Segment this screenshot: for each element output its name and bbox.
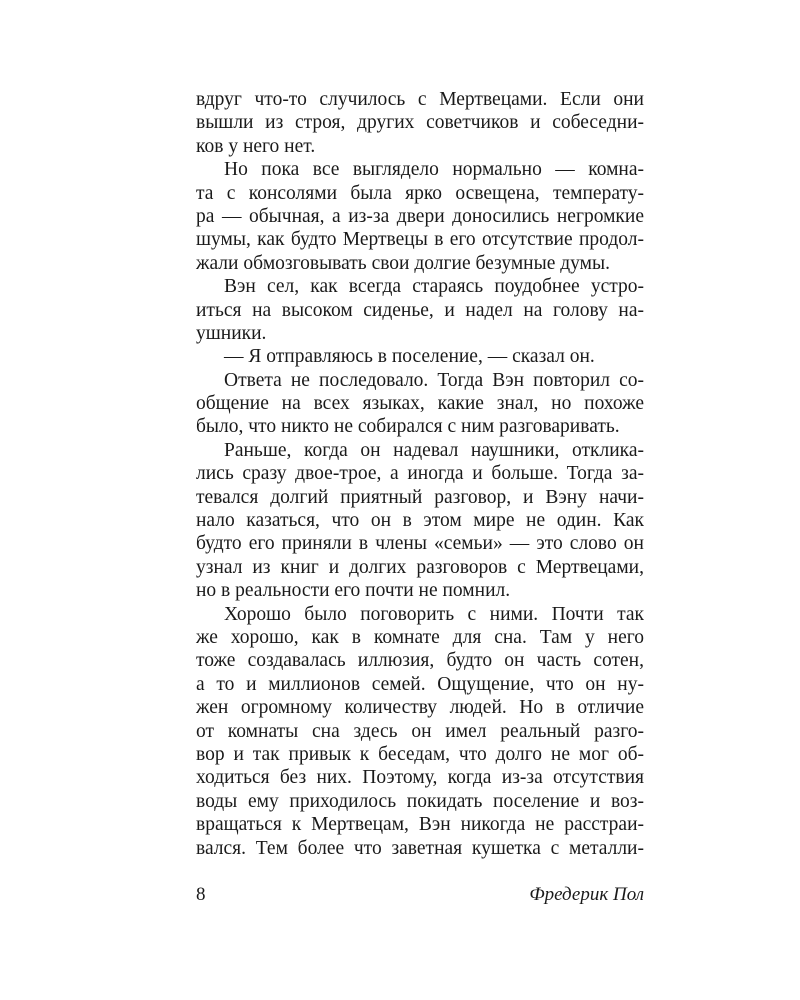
text-line: — Я отправляюсь в поселение, — сказал он. — [224, 346, 595, 368]
text-line: было, что никто не собирался с ним разговаривать. — [196, 416, 620, 438]
page-number: 8 — [196, 884, 206, 905]
body-text — [196, 88, 644, 860]
text-line: тоже создавалась иллюзия, будто он часть сотен, — [196, 650, 644, 672]
text-line: жали обмозговывать свои долгие безумные думы. — [196, 252, 610, 274]
text-line: шумы, как будто Мертвецы в его отсутствие продол- — [196, 229, 644, 251]
text-line: Вэн сел, как всегда стараясь поудобнее устро- — [224, 276, 644, 298]
text-line: от комнаты сна здесь он имел реальный разго- — [196, 720, 644, 742]
text-line: ра — обычная, а из-за двери доносились негромкие — [196, 205, 644, 227]
text-line: а то и миллионов семей. Ощущение, что он ну- — [196, 673, 644, 695]
running-author: Фредерик Пол — [529, 884, 644, 905]
text-line: та с консолями была ярко освещена, температу- — [196, 182, 644, 204]
text-line: тевался долгий приятный разговор, и Вэну начи- — [196, 486, 644, 508]
text-line: Хорошо было поговорить с ними. Почти так — [224, 603, 644, 625]
text-line: воды ему приходилось покидать поселение и воз- — [196, 790, 644, 812]
text-line: вдруг что-то случилось с Мертвецами. Если они — [196, 89, 644, 110]
page-footer — [196, 883, 644, 907]
text-line: ходиться без них. Поэтому, когда из-за отсутствия — [196, 767, 644, 789]
text-line: Ответа не последовало. Тогда Вэн повторил со- — [224, 369, 644, 391]
text-line: же хорошо, как в комнате для сна. Там у него — [196, 626, 644, 648]
text-line: лись сразу двое-трое, а иногда и больше. Тогда за- — [196, 463, 644, 485]
text-line: вращаться к Мертвецам, Вэн никогда не расстраи- — [196, 814, 644, 836]
text-line: иться на высоком сиденье, и надел на голову на- — [196, 299, 644, 321]
text-line: Но пока все выглядело нормально — комна- — [224, 159, 644, 181]
text-line: нало казаться, что он в этом мире не один. Как — [196, 510, 644, 532]
text-line: ушники. — [196, 322, 267, 344]
text-line: будто его приняли в члены «семьи» — это слово он — [196, 533, 644, 555]
text-line: вор и так привык к беседам, что долго не мог об- — [196, 743, 644, 765]
text-line: ков у него нет. — [196, 135, 316, 157]
text-line: вышли из строя, других советчиков и собеседни- — [196, 112, 644, 134]
text-line: Раньше, когда он надевал наушники, отклика- — [224, 439, 644, 461]
text-line: но в реальности его почти не помнил. — [196, 580, 511, 602]
text-line: жен огромному количеству людей. Но в отличие — [196, 697, 644, 719]
text-line: вался. Тем более что заветная кушетка с металли- — [196, 837, 644, 859]
text-line: узнал из книг и долгих разговоров с Мертвецами, — [196, 556, 644, 578]
text-line: общение на всех языках, какие знал, но похоже — [196, 393, 644, 415]
